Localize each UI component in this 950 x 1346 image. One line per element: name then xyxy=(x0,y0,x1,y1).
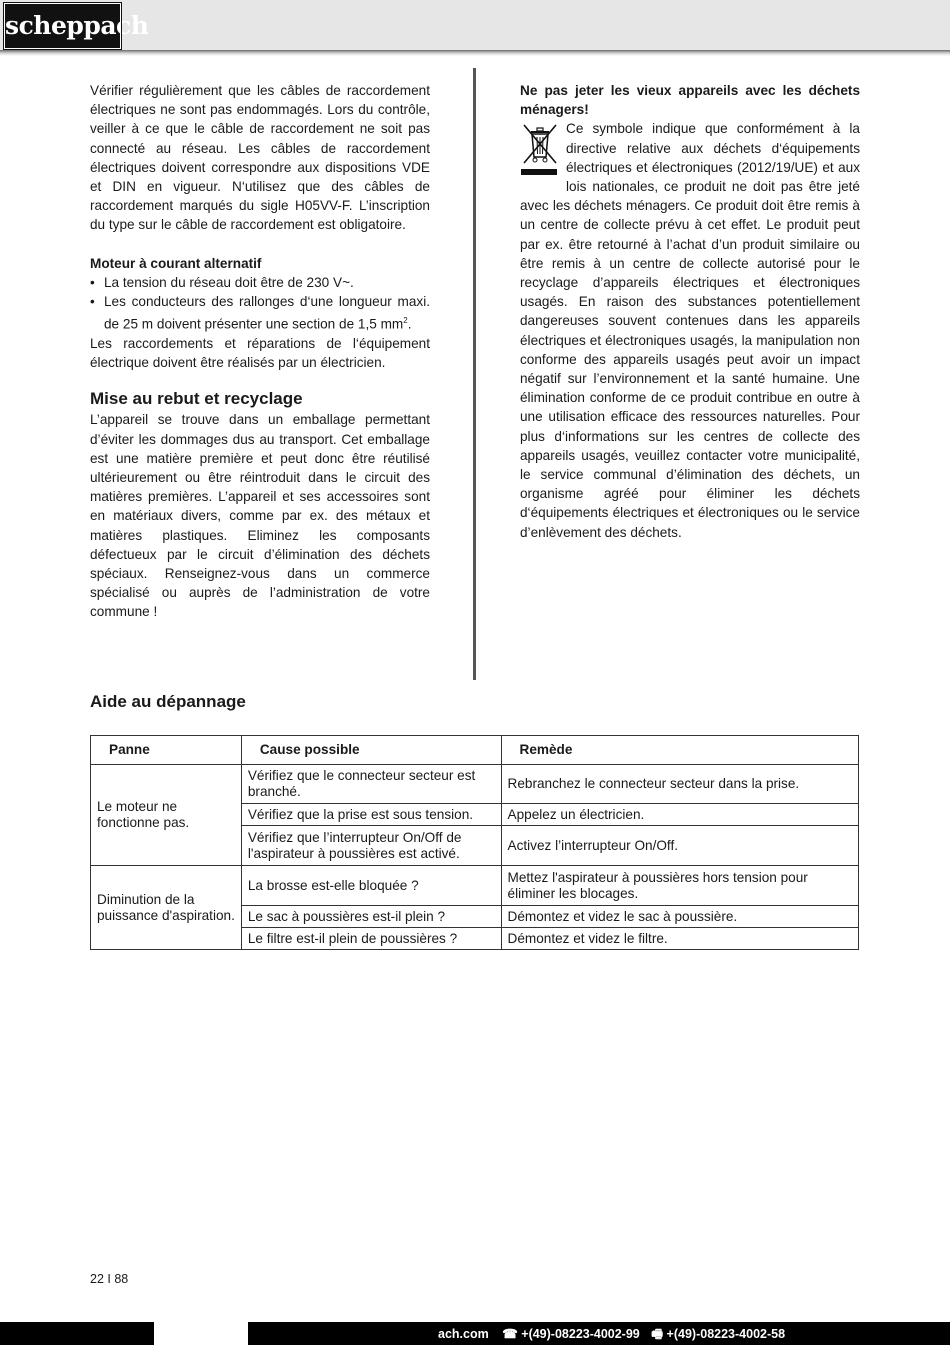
footer-gap xyxy=(154,1322,248,1345)
fax-icon: 🖷 xyxy=(651,1327,664,1341)
bullet-voltage: • La tension du réseau doit être de 230 V~. xyxy=(90,273,430,292)
troubleshooting-title: Aide au dépannage xyxy=(90,692,246,711)
footer-contact xyxy=(438,1325,785,1346)
website-link[interactable]: ach.com xyxy=(438,1327,489,1341)
motor-bullets xyxy=(90,273,430,334)
table-row xyxy=(91,866,859,906)
bullet-extension: • Les conducteurs des rallonges d‘une longueur maxi. de 25 m doivent présenter une section de 1,5 $mm^2$. xyxy=(90,292,430,334)
fault-motor: Le moteur ne fonctionne pas. xyxy=(91,765,242,866)
weee-heading: Ne pas jeter les vieux appareils avec les déchets ménagers! xyxy=(520,83,860,118)
page-number: 22 I 88 xyxy=(90,1272,129,1286)
header-cause: Cause possible xyxy=(241,736,501,765)
phone-number: +(49)-08223-4002-99 xyxy=(521,1327,640,1341)
fault-suction: Diminution de la puissance d'aspiration. xyxy=(91,866,242,950)
header-shadow xyxy=(0,50,950,56)
troubleshooting-table xyxy=(90,735,859,950)
packaging-paragraph: L’appareil se trouve dans un emballage permettant d’éviter les dommages dus au transport. Cet emballage est une matière première et peut donc être réutilisé ultérieurement ou être réintroduit dans le circuit des matières premières. L’appareil et ses accessoires sont en matériaux divers, comme par ex. des métaux et matières plastiques. Eliminez les composants défectueux par le circuit d’élimination des déchets spéciaux. Renseignez-vous dans un commerce spécialisé ou auprès de l’administration de votre commune ! xyxy=(90,412,430,620)
left-column xyxy=(90,81,430,622)
electrician-paragraph: Les raccordements et réparations de l‘équipement électrique doivent être réalisés par un électricien. xyxy=(90,335,430,371)
cause-cell: Vérifiez que la prise est sous tension. xyxy=(241,804,501,826)
brand-logo: scheppach xyxy=(4,3,121,49)
cause-cell: La brosse est-elle bloquée ? xyxy=(241,866,501,906)
cause-cell: Le filtre est-il plein de poussières ? xyxy=(241,928,501,950)
remedy-cell: Démontez et videz le sac à poussière. xyxy=(501,906,858,928)
remedy-cell: Activez l’interrupteur On/Off. xyxy=(501,826,858,866)
header-remedy: Remède xyxy=(501,736,858,765)
cause-cell: Vérifiez que l’interrupteur On/Off de l'aspirateur à poussières est activé. xyxy=(241,826,501,866)
weee-paragraph: Ce symbole indique que conformément à la directive relative aux déchets d‘équipements électriques et électroniques (2012/19/UE) et aux lois nationales, ce produit ne doit pas être jeté avec les déchets ménagers. Ce produit doit être remis à un centre de collecte prévu à cet effet. Le produit peut par ex. être retourné à l’achat d’un produit similaire ou être remis à un centre de collecte autorisé pour le recyclage d’appareils électriques et électroniques usagés. En raison des substances potentiellement dangereuses souvent contenues dans les appareils électriques et électroniques usagés, la manipulation non conforme des appareils usagés peut avoir un impact négatif sur l’environnement et la santé humaine. Une élimination conforme de ce produit contribue en outre à une utilisation efficace des ressources naturelles. Pour plus d‘informations sur les centres de collecte des appareils usagés, veuillez contacter votre municipalité, le service communal d’élimination des déchets, un organisme agréé pour éliminer les déchets d‘équipements électriques et électroniques ou le service d’enlèvement des déchets. xyxy=(520,121,860,540)
motor-heading: Moteur à courant alternatif xyxy=(90,255,262,271)
disposal-heading: Mise au rebut et recyclage xyxy=(90,389,303,409)
table-row xyxy=(91,765,859,804)
remedy-cell: Appelez un électricien. xyxy=(501,804,858,826)
column-divider xyxy=(473,68,476,680)
crossed-bin-icon xyxy=(520,121,560,181)
phone-icon: ☎ xyxy=(502,1327,518,1341)
fax-number: +(49)-08223-4002-58 xyxy=(666,1327,786,1341)
remedy-cell: Mettez l'aspirateur à poussières hors tension pour éliminer les blocages. xyxy=(501,866,858,906)
header-fault: Panne xyxy=(91,736,242,765)
cause-cell: Le sac à poussières est-il plein ? xyxy=(241,906,501,928)
cable-check-paragraph: Vérifier régulièrement que les câbles de raccordement électriques ne sont pas endommagés. Lors du contrôle, veiller à ce que le câble de raccordement ne soit pas connecté au réseau. Les câbles de raccordement électriques doivent correspondre aux dispositions VDE et DIN en vigueur. N‘utilisez que des câbles de raccordement marqués du sigle H05VV-F. L’inscription du type sur le câble de raccordement est obligatoire. xyxy=(90,83,430,233)
cause-cell: Vérifiez que le connecteur secteur est branché. xyxy=(241,765,501,804)
remedy-cell: Rebranchez le connecteur secteur dans la prise. xyxy=(501,765,858,804)
right-column xyxy=(520,81,860,542)
remedy-cell: Démontez et videz le filtre. xyxy=(501,928,858,950)
table-header-row xyxy=(91,736,859,765)
